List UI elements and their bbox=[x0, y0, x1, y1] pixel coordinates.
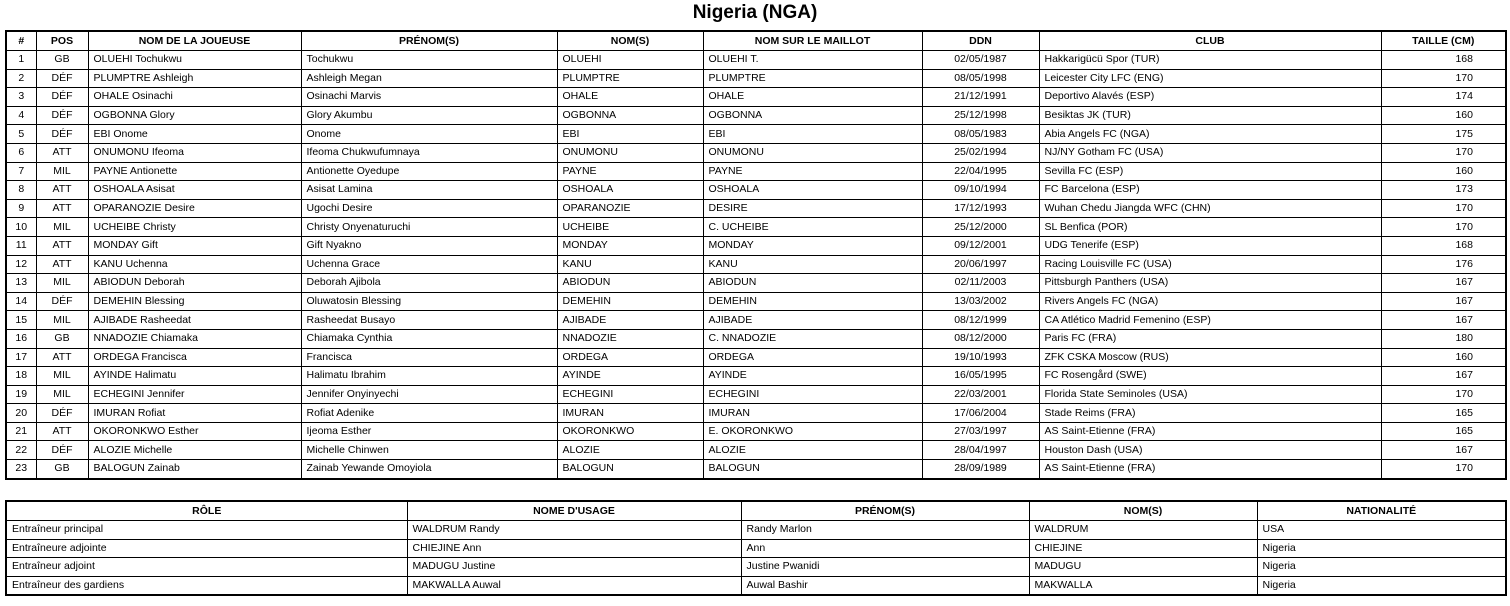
players-cell: ECHEGINI Jennifer bbox=[88, 385, 301, 404]
players-cell: NNADOZIE bbox=[557, 329, 703, 348]
players-cell: 170 bbox=[1381, 199, 1506, 218]
players-cell: 173 bbox=[1381, 181, 1506, 200]
players-cell: DÉF bbox=[36, 69, 88, 88]
players-cell: Asisat Lamina bbox=[301, 181, 557, 200]
players-cell: Racing Louisville FC (USA) bbox=[1039, 255, 1381, 274]
players-cell: 22 bbox=[6, 441, 36, 460]
players-cell: ATT bbox=[36, 143, 88, 162]
players-cell: NJ/NY Gotham FC (USA) bbox=[1039, 143, 1381, 162]
players-cell: 22/04/1995 bbox=[922, 162, 1039, 181]
players-cell: 17 bbox=[6, 348, 36, 367]
players-header-cell: DDN bbox=[922, 31, 1039, 51]
staff-cell: Justine Pwanidi bbox=[741, 558, 1029, 577]
players-cell: 20 bbox=[6, 404, 36, 423]
players-cell: BALOGUN bbox=[557, 460, 703, 479]
table-row bbox=[6, 162, 1506, 181]
players-cell: Christy Onyenaturuchi bbox=[301, 218, 557, 237]
table-row bbox=[6, 218, 1506, 237]
players-cell: Antionette Oyedupe bbox=[301, 162, 557, 181]
players-cell: 165 bbox=[1381, 404, 1506, 423]
players-cell: 16 bbox=[6, 329, 36, 348]
players-cell: BALOGUN Zainab bbox=[88, 460, 301, 479]
players-cell: 170 bbox=[1381, 460, 1506, 479]
players-cell: EBI bbox=[557, 125, 703, 144]
players-cell: Besiktas JK (TUR) bbox=[1039, 106, 1381, 125]
players-cell: AYINDE Halimatu bbox=[88, 367, 301, 386]
players-header-cell: NOM(S) bbox=[557, 31, 703, 51]
staff-cell: Nigeria bbox=[1257, 558, 1506, 577]
staff-header-cell: PRÉNOM(S) bbox=[741, 501, 1029, 521]
table-row bbox=[6, 143, 1506, 162]
players-cell: AS Saint-Etienne (FRA) bbox=[1039, 422, 1381, 441]
players-cell: 02/11/2003 bbox=[922, 274, 1039, 293]
players-cell: PAYNE Antionette bbox=[88, 162, 301, 181]
players-cell: Rofiat Adenike bbox=[301, 404, 557, 423]
players-cell: OLUEHI Tochukwu bbox=[88, 51, 301, 70]
players-cell: 3 bbox=[6, 88, 36, 107]
players-header-cell: TAILLE (CM) bbox=[1381, 31, 1506, 51]
players-cell: 167 bbox=[1381, 367, 1506, 386]
players-cell: 13 bbox=[6, 274, 36, 293]
players-cell: Stade Reims (FRA) bbox=[1039, 404, 1381, 423]
players-cell: 170 bbox=[1381, 385, 1506, 404]
table-row bbox=[6, 236, 1506, 255]
players-cell: 08/12/1999 bbox=[922, 311, 1039, 330]
players-cell: 25/12/2000 bbox=[922, 218, 1039, 237]
players-cell: DESIRE bbox=[703, 199, 922, 218]
players-cell: AJIBADE bbox=[557, 311, 703, 330]
players-cell: MIL bbox=[36, 385, 88, 404]
players-cell: Hakkarigücü Spor (TUR) bbox=[1039, 51, 1381, 70]
staff-header-cell: NOM(S) bbox=[1029, 501, 1257, 521]
players-cell: IMURAN bbox=[703, 404, 922, 423]
players-cell: 12 bbox=[6, 255, 36, 274]
players-cell: Ijeoma Esther bbox=[301, 422, 557, 441]
players-cell: Abia Angels FC (NGA) bbox=[1039, 125, 1381, 144]
players-cell: 08/12/2000 bbox=[922, 329, 1039, 348]
players-cell: SL Benfica (POR) bbox=[1039, 218, 1381, 237]
players-cell: Sevilla FC (ESP) bbox=[1039, 162, 1381, 181]
players-cell: Glory Akumbu bbox=[301, 106, 557, 125]
players-cell: ATT bbox=[36, 236, 88, 255]
players-header-row bbox=[6, 31, 1506, 51]
players-cell: ABIODUN bbox=[557, 274, 703, 293]
players-cell: OHALE bbox=[703, 88, 922, 107]
players-cell: Jennifer Onyinyechi bbox=[301, 385, 557, 404]
table-row bbox=[6, 274, 1506, 293]
players-cell: OGBONNA bbox=[557, 106, 703, 125]
staff-header-cell: NOME D'USAGE bbox=[407, 501, 741, 521]
players-cell: AS Saint-Etienne (FRA) bbox=[1039, 460, 1381, 479]
players-cell: NNADOZIE Chiamaka bbox=[88, 329, 301, 348]
players-cell: 19 bbox=[6, 385, 36, 404]
players-cell: 17/06/2004 bbox=[922, 404, 1039, 423]
staff-header-row bbox=[6, 501, 1506, 521]
players-cell: OPARANOZIE bbox=[557, 199, 703, 218]
table-row bbox=[6, 181, 1506, 200]
page-title: Nigeria (NGA) bbox=[692, 2, 818, 23]
table-row bbox=[6, 576, 1506, 595]
players-cell: Florida State Seminoles (USA) bbox=[1039, 385, 1381, 404]
table-row bbox=[6, 521, 1506, 540]
players-cell: DÉF bbox=[36, 404, 88, 423]
table-row bbox=[6, 460, 1506, 479]
players-cell: MIL bbox=[36, 162, 88, 181]
staff-cell: MADUGU Justine bbox=[407, 558, 741, 577]
players-cell: 170 bbox=[1381, 143, 1506, 162]
players-cell: 25/12/1998 bbox=[922, 106, 1039, 125]
players-cell: IMURAN bbox=[557, 404, 703, 423]
players-cell: MIL bbox=[36, 274, 88, 293]
staff-cell: Randy Marlon bbox=[741, 521, 1029, 540]
players-cell: 17/12/1993 bbox=[922, 199, 1039, 218]
players-cell: ZFK CSKA Moscow (RUS) bbox=[1039, 348, 1381, 367]
staff-cell: Auwal Bashir bbox=[741, 576, 1029, 595]
players-cell: Houston Dash (USA) bbox=[1039, 441, 1381, 460]
staff-cell: CHIEJINE bbox=[1029, 539, 1257, 558]
players-cell: 14 bbox=[6, 292, 36, 311]
players-header-cell: NOM SUR LE MAILLOT bbox=[703, 31, 922, 51]
players-cell: ALOZIE bbox=[703, 441, 922, 460]
players-cell: Deportivo Alavés (ESP) bbox=[1039, 88, 1381, 107]
players-cell: 176 bbox=[1381, 255, 1506, 274]
players-cell: 160 bbox=[1381, 348, 1506, 367]
players-cell: 21/12/1991 bbox=[922, 88, 1039, 107]
players-cell: 7 bbox=[6, 162, 36, 181]
players-cell: 21 bbox=[6, 422, 36, 441]
players-cell: GB bbox=[36, 460, 88, 479]
players-cell: IMURAN Rofiat bbox=[88, 404, 301, 423]
players-cell: OHALE Osinachi bbox=[88, 88, 301, 107]
players-cell: 170 bbox=[1381, 218, 1506, 237]
players-cell: ORDEGA Francisca bbox=[88, 348, 301, 367]
players-cell: Tochukwu bbox=[301, 51, 557, 70]
staff-cell: WALDRUM bbox=[1029, 521, 1257, 540]
players-cell: ORDEGA bbox=[557, 348, 703, 367]
table-row bbox=[6, 69, 1506, 88]
players-cell: 27/03/1997 bbox=[922, 422, 1039, 441]
players-cell: 18 bbox=[6, 367, 36, 386]
players-cell: 19/10/1993 bbox=[922, 348, 1039, 367]
staff-cell: Ann bbox=[741, 539, 1029, 558]
players-cell: 170 bbox=[1381, 69, 1506, 88]
players-cell: Rasheedat Busayo bbox=[301, 311, 557, 330]
players-cell: FC Barcelona (ESP) bbox=[1039, 181, 1381, 200]
players-cell: 8 bbox=[6, 181, 36, 200]
players-cell: EBI Onome bbox=[88, 125, 301, 144]
players-cell: 2 bbox=[6, 69, 36, 88]
players-cell: AJIBADE Rasheedat bbox=[88, 311, 301, 330]
table-row bbox=[6, 106, 1506, 125]
table-row bbox=[6, 441, 1506, 460]
players-cell: DÉF bbox=[36, 441, 88, 460]
staff-cell: USA bbox=[1257, 521, 1506, 540]
players-cell: ONUMONU Ifeoma bbox=[88, 143, 301, 162]
players-cell: 167 bbox=[1381, 292, 1506, 311]
players-cell: KANU Uchenna bbox=[88, 255, 301, 274]
players-cell: Leicester City LFC (ENG) bbox=[1039, 69, 1381, 88]
players-cell: Oluwatosin Blessing bbox=[301, 292, 557, 311]
staff-cell: WALDRUM Randy bbox=[407, 521, 741, 540]
players-cell: 160 bbox=[1381, 106, 1506, 125]
players-cell: DEMEHIN bbox=[703, 292, 922, 311]
players-cell: DEMEHIN bbox=[557, 292, 703, 311]
players-cell: OLUEHI bbox=[557, 51, 703, 70]
players-cell: OSHOALA Asisat bbox=[88, 181, 301, 200]
players-header-cell: # bbox=[6, 31, 36, 51]
players-cell: 4 bbox=[6, 106, 36, 125]
players-cell: OSHOALA bbox=[703, 181, 922, 200]
players-cell: MIL bbox=[36, 367, 88, 386]
table-row bbox=[6, 125, 1506, 144]
players-cell: 02/05/1987 bbox=[922, 51, 1039, 70]
players-cell: ATT bbox=[36, 255, 88, 274]
players-cell: UCHEIBE bbox=[557, 218, 703, 237]
players-cell: PLUMPTRE Ashleigh bbox=[88, 69, 301, 88]
players-cell: OGBONNA Glory bbox=[88, 106, 301, 125]
table-row bbox=[6, 422, 1506, 441]
players-cell: 168 bbox=[1381, 51, 1506, 70]
players-cell: Rivers Angels FC (NGA) bbox=[1039, 292, 1381, 311]
players-cell: Deborah Ajibola bbox=[301, 274, 557, 293]
table-row bbox=[6, 348, 1506, 367]
players-cell: 13/03/2002 bbox=[922, 292, 1039, 311]
players-cell: PLUMPTRE bbox=[557, 69, 703, 88]
players-cell: 160 bbox=[1381, 162, 1506, 181]
staff-cell: Nigeria bbox=[1257, 576, 1506, 595]
players-cell: 175 bbox=[1381, 125, 1506, 144]
players-cell: Paris FC (FRA) bbox=[1039, 329, 1381, 348]
players-cell: OGBONNA bbox=[703, 106, 922, 125]
players-cell: Zainab Yewande Omoyiola bbox=[301, 460, 557, 479]
table-row bbox=[6, 292, 1506, 311]
players-cell: DÉF bbox=[36, 292, 88, 311]
players-cell: Chiamaka Cynthia bbox=[301, 329, 557, 348]
players-cell: 174 bbox=[1381, 88, 1506, 107]
players-cell: 167 bbox=[1381, 311, 1506, 330]
staff-cell: Entraîneur principal bbox=[6, 521, 407, 540]
players-cell: PLUMPTRE bbox=[703, 69, 922, 88]
players-cell: C. UCHEIBE bbox=[703, 218, 922, 237]
players-cell: ALOZIE Michelle bbox=[88, 441, 301, 460]
players-cell: MIL bbox=[36, 218, 88, 237]
players-cell: EBI bbox=[703, 125, 922, 144]
table-row bbox=[6, 404, 1506, 423]
players-cell: 23 bbox=[6, 460, 36, 479]
players-cell: 6 bbox=[6, 143, 36, 162]
players-cell: DEMEHIN Blessing bbox=[88, 292, 301, 311]
players-cell: KANU bbox=[557, 255, 703, 274]
staff-cell: Nigeria bbox=[1257, 539, 1506, 558]
players-cell: BALOGUN bbox=[703, 460, 922, 479]
players-cell: Ugochi Desire bbox=[301, 199, 557, 218]
players-cell: UCHEIBE Christy bbox=[88, 218, 301, 237]
players-cell: Pittsburgh Panthers (USA) bbox=[1039, 274, 1381, 293]
players-cell: 28/09/1989 bbox=[922, 460, 1039, 479]
players-cell: Wuhan Chedu Jiangda WFC (CHN) bbox=[1039, 199, 1381, 218]
players-cell: 22/03/2001 bbox=[922, 385, 1039, 404]
players-cell: DÉF bbox=[36, 106, 88, 125]
players-cell: FC Rosengård (SWE) bbox=[1039, 367, 1381, 386]
players-cell: OKORONKWO Esther bbox=[88, 422, 301, 441]
players-cell: Gift Nyakno bbox=[301, 236, 557, 255]
players-cell: 28/04/1997 bbox=[922, 441, 1039, 460]
players-cell: MONDAY bbox=[703, 236, 922, 255]
staff-table bbox=[5, 500, 1507, 596]
players-cell: ORDEGA bbox=[703, 348, 922, 367]
staff-cell: MAKWALLA Auwal bbox=[407, 576, 741, 595]
table-row bbox=[6, 255, 1506, 274]
players-cell: GB bbox=[36, 51, 88, 70]
table-row bbox=[6, 367, 1506, 386]
table-row bbox=[6, 385, 1506, 404]
staff-cell: Entraîneure adjointe bbox=[6, 539, 407, 558]
players-cell: 16/05/1995 bbox=[922, 367, 1039, 386]
players-cell: OHALE bbox=[557, 88, 703, 107]
players-cell: 9 bbox=[6, 199, 36, 218]
players-cell: GB bbox=[36, 329, 88, 348]
players-cell: 5 bbox=[6, 125, 36, 144]
table-row bbox=[6, 88, 1506, 107]
players-cell: 25/02/1994 bbox=[922, 143, 1039, 162]
players-cell: 167 bbox=[1381, 441, 1506, 460]
players-cell: 180 bbox=[1381, 329, 1506, 348]
players-cell: 10 bbox=[6, 218, 36, 237]
players-cell: ONUMONU bbox=[557, 143, 703, 162]
players-cell: 11 bbox=[6, 236, 36, 255]
players-table bbox=[5, 30, 1507, 480]
players-cell: PAYNE bbox=[703, 162, 922, 181]
players-cell: ALOZIE bbox=[557, 441, 703, 460]
players-cell: Michelle Chinwen bbox=[301, 441, 557, 460]
players-cell: 15 bbox=[6, 311, 36, 330]
staff-cell: Entraîneur des gardiens bbox=[6, 576, 407, 595]
players-cell: ONUMONU bbox=[703, 143, 922, 162]
staff-header-cell: RÔLE bbox=[6, 501, 407, 521]
players-cell: ABIODUN bbox=[703, 274, 922, 293]
players-cell: C. NNADOZIE bbox=[703, 329, 922, 348]
players-cell: ATT bbox=[36, 199, 88, 218]
players-cell: UDG Tenerife (ESP) bbox=[1039, 236, 1381, 255]
staff-cell: Entraîneur adjoint bbox=[6, 558, 407, 577]
players-cell: 08/05/1983 bbox=[922, 125, 1039, 144]
players-cell: Francisca bbox=[301, 348, 557, 367]
players-cell: ABIODUN Deborah bbox=[88, 274, 301, 293]
staff-cell: CHIEJINE Ann bbox=[407, 539, 741, 558]
players-header-cell: NOM DE LA JOUEUSE bbox=[88, 31, 301, 51]
players-cell: 167 bbox=[1381, 274, 1506, 293]
table-row bbox=[6, 311, 1506, 330]
players-cell: Onome bbox=[301, 125, 557, 144]
players-cell: OKORONKWO bbox=[557, 422, 703, 441]
players-cell: Osinachi Marvis bbox=[301, 88, 557, 107]
players-cell: OPARANOZIE Desire bbox=[88, 199, 301, 218]
players-cell: DÉF bbox=[36, 88, 88, 107]
players-header-cell: CLUB bbox=[1039, 31, 1381, 51]
table-row bbox=[6, 329, 1506, 348]
players-cell: Ashleigh Megan bbox=[301, 69, 557, 88]
table-row bbox=[6, 51, 1506, 70]
staff-header-cell: NATIONALITÉ bbox=[1257, 501, 1506, 521]
players-cell: ECHEGINI bbox=[703, 385, 922, 404]
players-cell: MIL bbox=[36, 311, 88, 330]
players-cell: 20/06/1997 bbox=[922, 255, 1039, 274]
players-cell: 168 bbox=[1381, 236, 1506, 255]
players-cell: Ifeoma Chukwufumnaya bbox=[301, 143, 557, 162]
players-cell: PAYNE bbox=[557, 162, 703, 181]
players-cell: ECHEGINI bbox=[557, 385, 703, 404]
players-cell: ATT bbox=[36, 348, 88, 367]
players-cell: MONDAY bbox=[557, 236, 703, 255]
players-cell: AYINDE bbox=[703, 367, 922, 386]
players-cell: ATT bbox=[36, 422, 88, 441]
players-cell: CA Atlético Madrid Femenino (ESP) bbox=[1039, 311, 1381, 330]
players-cell: AJIBADE bbox=[703, 311, 922, 330]
players-cell: ATT bbox=[36, 181, 88, 200]
table-row bbox=[6, 558, 1506, 577]
players-cell: OLUEHI T. bbox=[703, 51, 922, 70]
players-cell: E. OKORONKWO bbox=[703, 422, 922, 441]
staff-cell: MADUGU bbox=[1029, 558, 1257, 577]
table-row bbox=[6, 199, 1506, 218]
players-cell: DÉF bbox=[36, 125, 88, 144]
players-cell: MONDAY Gift bbox=[88, 236, 301, 255]
players-cell: Halimatu Ibrahim bbox=[301, 367, 557, 386]
players-header-cell: PRÉNOM(S) bbox=[301, 31, 557, 51]
players-cell: 165 bbox=[1381, 422, 1506, 441]
players-cell: OSHOALA bbox=[557, 181, 703, 200]
players-cell: KANU bbox=[703, 255, 922, 274]
players-cell: 09/10/1994 bbox=[922, 181, 1039, 200]
players-cell: AYINDE bbox=[557, 367, 703, 386]
players-header-cell: POS bbox=[36, 31, 88, 51]
players-cell: Uchenna Grace bbox=[301, 255, 557, 274]
players-cell: 08/05/1998 bbox=[922, 69, 1039, 88]
players-cell: 09/12/2001 bbox=[922, 236, 1039, 255]
staff-cell: MAKWALLA bbox=[1029, 576, 1257, 595]
table-row bbox=[6, 539, 1506, 558]
players-cell: 1 bbox=[6, 51, 36, 70]
